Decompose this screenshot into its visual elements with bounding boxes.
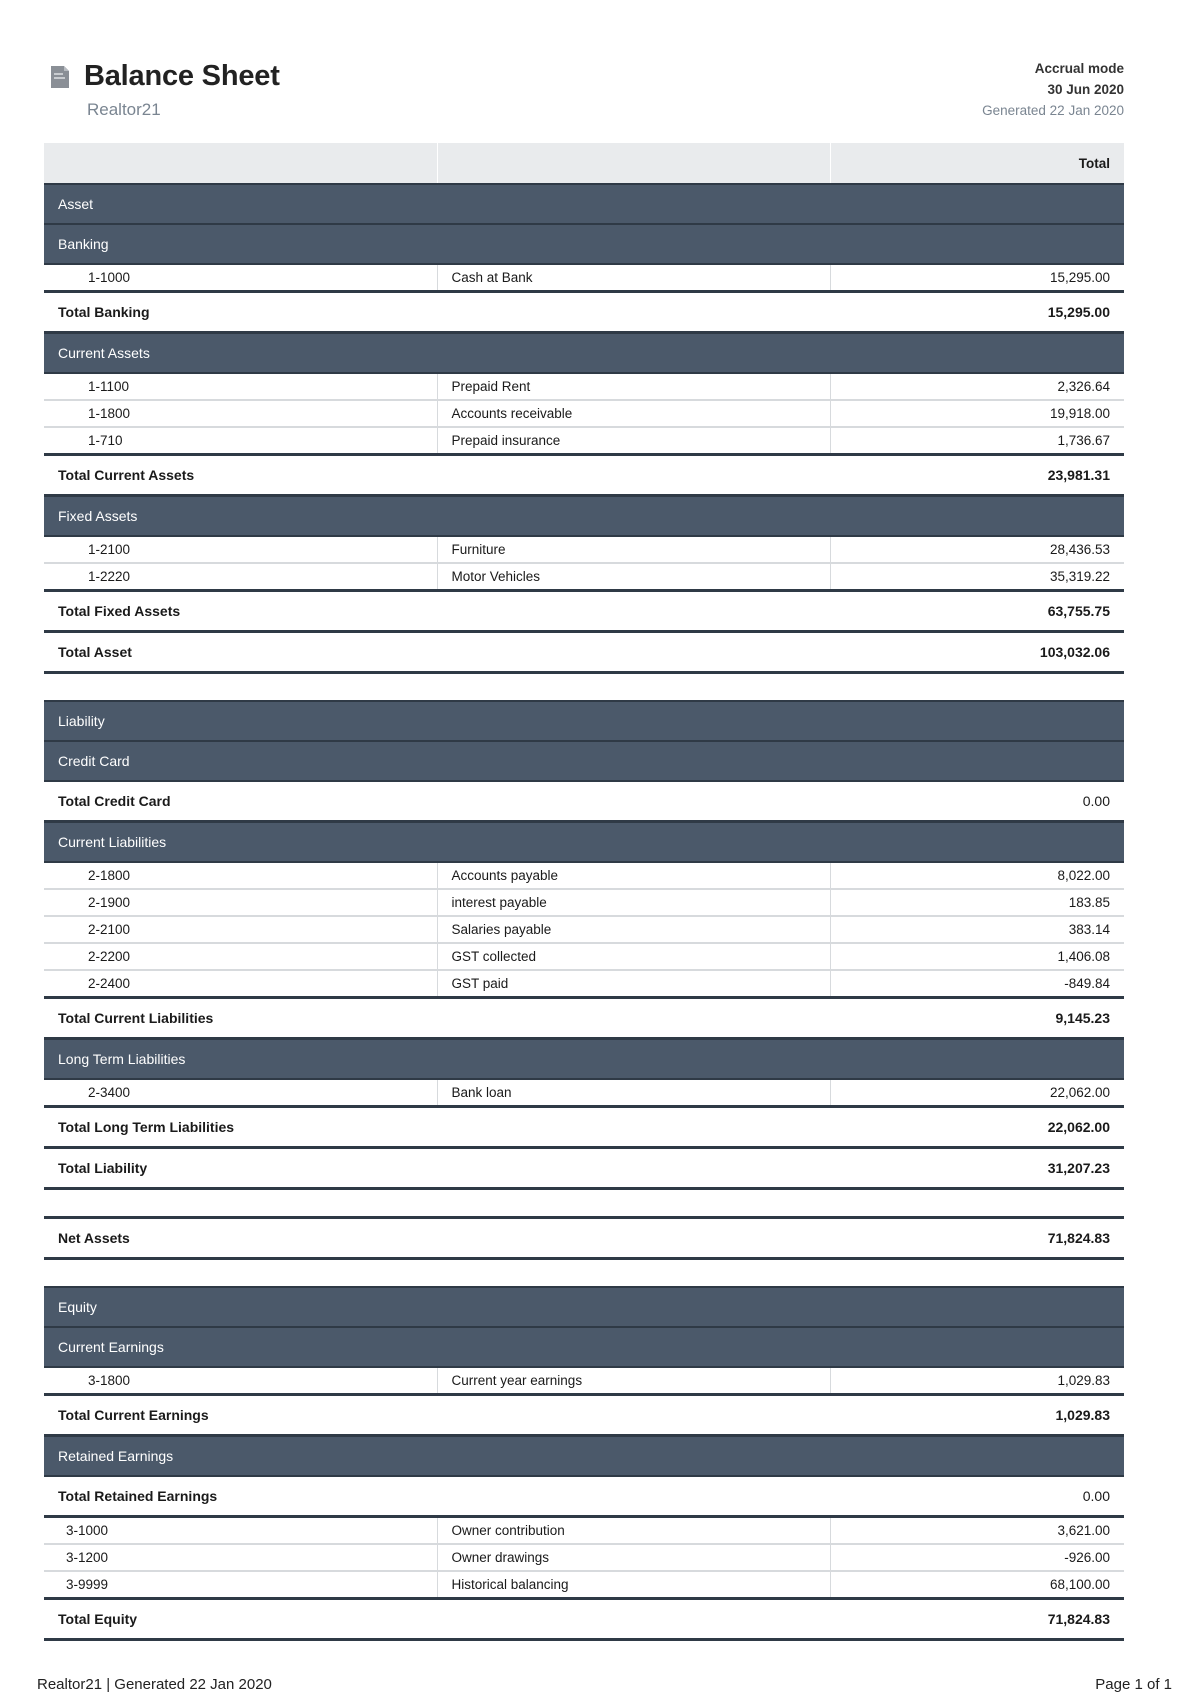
table-row: 2-1800 Accounts payable 8,022.00 (44, 862, 1124, 889)
report-header (44, 58, 1124, 128)
table-row: 2-1900 interest payable 183.85 (44, 889, 1124, 916)
footer-left: Realtor21 | Generated 22 Jan 2020 (37, 1676, 272, 1693)
section-total-row: Total Equity 71,824.83 (44, 1599, 1124, 1640)
table-row: 1-2100 Furniture 28,436.53 (44, 536, 1124, 563)
table-row: 2-2200 GST collected 1,406.08 (44, 943, 1124, 970)
page-title: Balance Sheet (84, 60, 280, 92)
section-header: Asset (44, 184, 1124, 224)
subsection-header: Fixed Assets (44, 496, 1124, 537)
net-assets-row: Net Assets 71,824.83 (44, 1218, 1124, 1259)
column-header-row (44, 143, 1124, 184)
generated-date: Generated 22 Jan 2020 (982, 103, 1124, 118)
table-row: 3-9999 Historical balancing 68,100.00 (44, 1571, 1124, 1599)
subtotal-row: Total Current Earnings 1,029.83 (44, 1395, 1124, 1436)
subsection-header: Current Earnings (44, 1327, 1124, 1367)
subsection-header: Long Term Liabilities (44, 1039, 1124, 1080)
table-row: 2-2400 GST paid -849.84 (44, 970, 1124, 998)
report-date: 30 Jun 2020 (1047, 82, 1124, 97)
subtotal-row: Total Current Liabilities 9,145.23 (44, 998, 1124, 1039)
subtotal-row: Total Retained Earnings 0.00 (44, 1476, 1124, 1517)
table-row: 1-1800 Accounts receivable 19,918.00 (44, 400, 1124, 427)
subsection-header: Credit Card (44, 741, 1124, 781)
table-row: 1-710 Prepaid insurance 1,736.67 (44, 427, 1124, 455)
subtotal-row: Total Fixed Assets 63,755.75 (44, 591, 1124, 632)
table-row: 3-1800 Current year earnings 1,029.83 (44, 1367, 1124, 1395)
table-row: 2-3400 Bank loan 22,062.00 (44, 1079, 1124, 1107)
subtotal-row: Total Current Assets 23,981.31 (44, 455, 1124, 496)
table-row: 1-1100 Prepaid Rent 2,326.64 (44, 373, 1124, 400)
subtotal-row: Total Long Term Liabilities 22,062.00 (44, 1107, 1124, 1148)
table-row: 2-2100 Salaries payable 383.14 (44, 916, 1124, 943)
subtotal-row: Total Banking 15,295.00 (44, 292, 1124, 333)
table-row: 3-1200 Owner drawings -926.00 (44, 1544, 1124, 1571)
document-icon (49, 64, 71, 90)
balance-sheet-table (44, 143, 1124, 1641)
section-total-row: Total Asset 103,032.06 (44, 632, 1124, 673)
table-row: 3-1000 Owner contribution 3,621.00 (44, 1517, 1124, 1545)
subsection-header: Retained Earnings (44, 1436, 1124, 1477)
report-meta (982, 58, 1124, 121)
section-header: Equity (44, 1287, 1124, 1327)
subsection-header: Current Assets (44, 333, 1124, 374)
subsection-header: Current Liabilities (44, 822, 1124, 863)
section-header: Liability (44, 701, 1124, 741)
company-name: Realtor21 (87, 100, 161, 119)
table-row: 1-1000 Cash at Bank 15,295.00 (44, 264, 1124, 292)
subsection-header: Banking (44, 224, 1124, 264)
accounting-mode: Accrual mode (1034, 61, 1124, 76)
table-row: 1-2220 Motor Vehicles 35,319.22 (44, 563, 1124, 591)
page-footer (37, 1676, 1172, 1693)
section-total-row: Total Liability 31,207.23 (44, 1148, 1124, 1189)
subtotal-row: Total Credit Card 0.00 (44, 781, 1124, 822)
page-number: Page 1 of 1 (1095, 1676, 1172, 1693)
column-header-total: Total (830, 143, 1124, 184)
